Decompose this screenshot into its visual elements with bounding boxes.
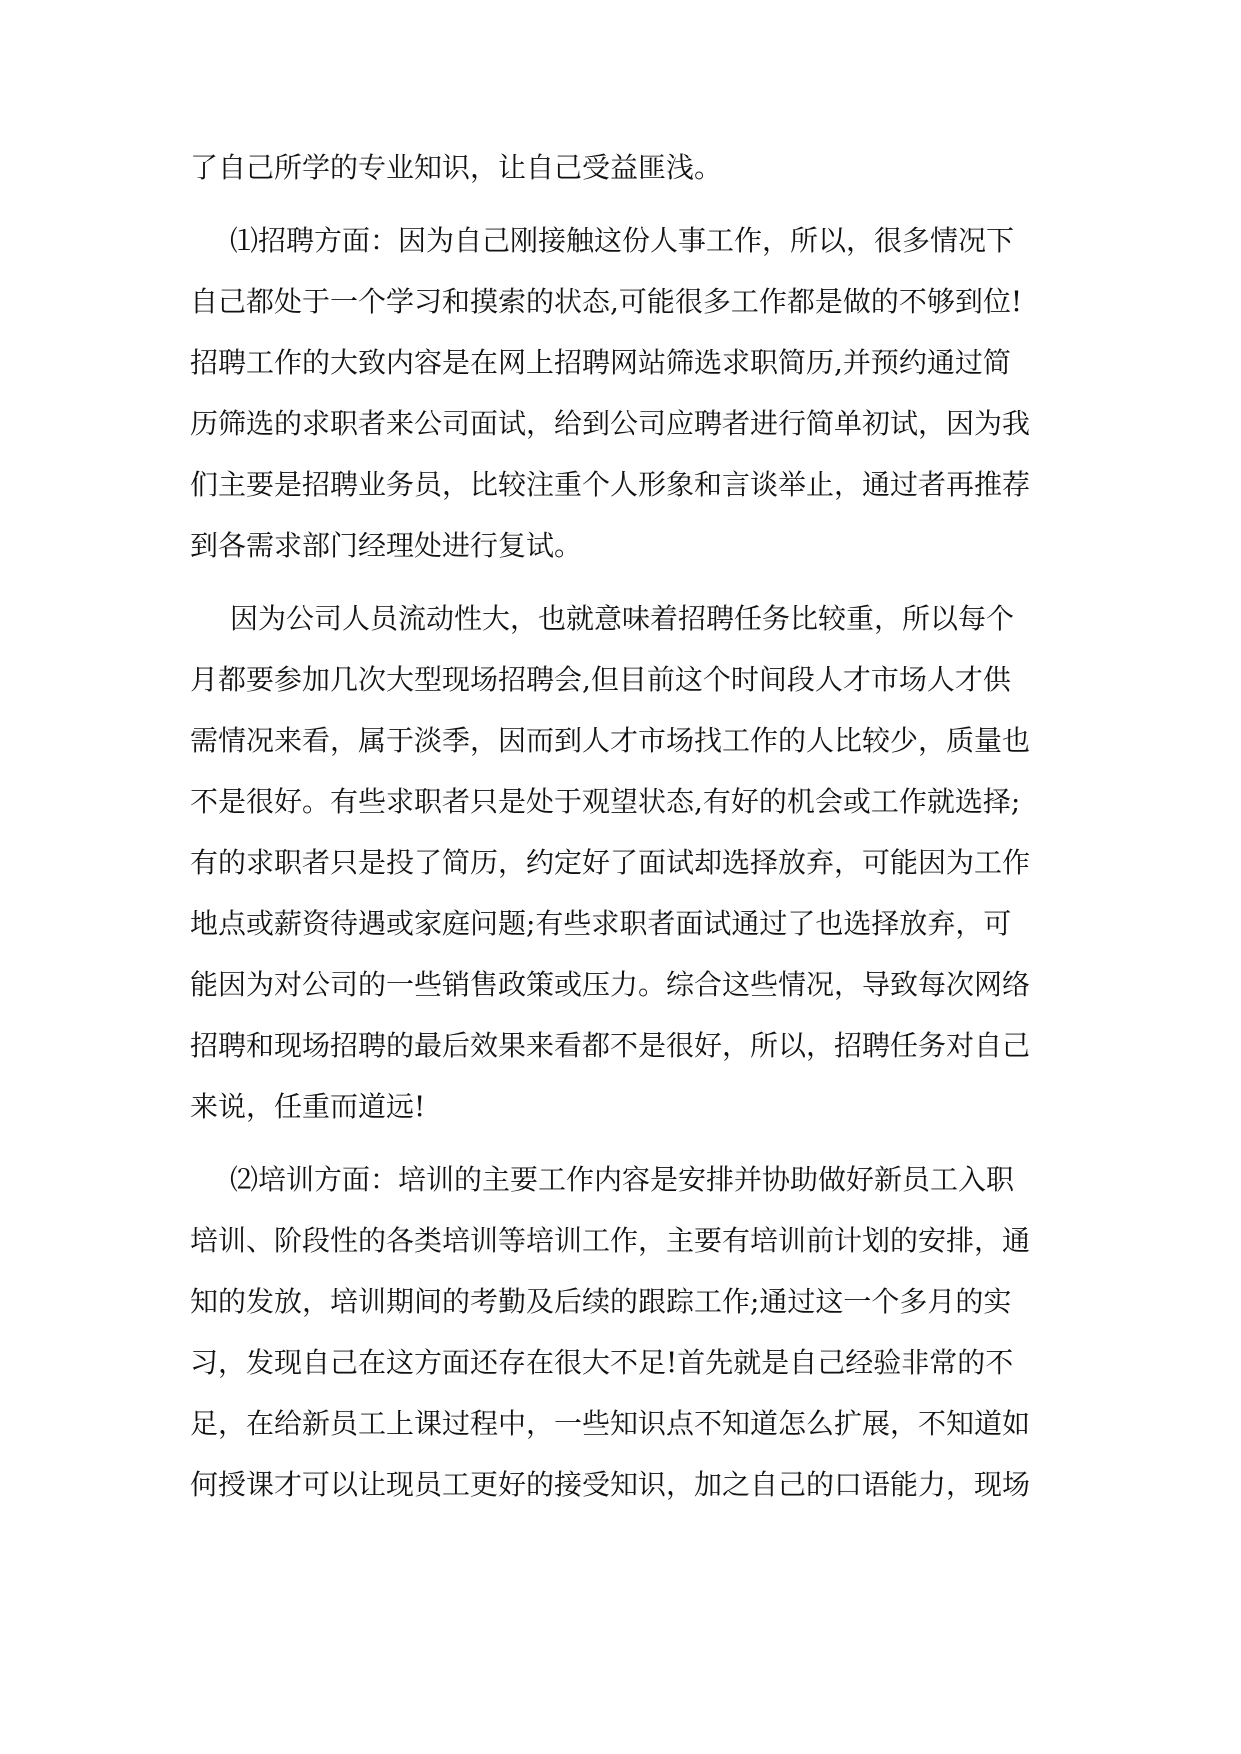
text-line: 培训、阶段性的各类培训等培训工作，主要有培训前计划的安排，通 <box>190 1224 1031 1257</box>
text-line: 月都要参加几次大型现场招聘会,但目前这个时间段人才市场人才供 <box>190 663 1011 696</box>
paragraph-2 <box>190 210 1060 576</box>
paragraph-3 <box>190 588 1060 1137</box>
text-line: 到各需求部门经理处进行复试。 <box>190 529 583 562</box>
text-line: 们主要是招聘业务员，比较注重个人形象和言谈举止，通过者再推荐 <box>190 468 1031 501</box>
text-line: 自己都处于一个学习和摸索的状态,可能很多工作都是做的不够到位! <box>190 285 1023 318</box>
text-line: 不是很好。有些求职者只是处于观望状态,有好的机会或工作就选择; <box>190 785 1021 818</box>
text-line: 习，发现自己在这方面还存在很大不足!首先就是自己经验非常的不 <box>190 1346 1014 1379</box>
paragraph-1 <box>190 137 1060 198</box>
text-line: 了自己所学的专业知识，让自己受益匪浅。 <box>190 151 723 184</box>
text-line: 历筛选的求职者来公司面试，给到公司应聘者进行简单初试，因为我 <box>190 407 1031 440</box>
text-line: 有的求职者只是投了简历，约定好了面试却选择放弃，可能因为工作 <box>190 846 1031 879</box>
body-text <box>190 137 1060 1515</box>
paragraph-4 <box>190 1149 1060 1515</box>
text-line: ⑴招聘方面：因为自己刚接触这份人事工作，所以，很多情况下 <box>230 224 1015 257</box>
text-line: ⑵培训方面：培训的主要工作内容是安排并协助做好新员工入职 <box>230 1163 1015 1196</box>
text-line: 地点或薪资待遇或家庭问题;有些求职者面试通过了也选择放弃，可 <box>190 907 1012 940</box>
text-line: 何授课才可以让现员工更好的接受知识，加之自己的口语能力，现场 <box>190 1468 1031 1501</box>
text-line: 招聘工作的大致内容是在网上招聘网站筛选求职简历,并预约通过简 <box>190 346 1011 379</box>
text-line: 能因为对公司的一些销售政策或压力。综合这些情况，导致每次网络 <box>190 968 1031 1001</box>
text-line: 知的发放，培训期间的考勤及后续的跟踪工作;通过这一个多月的实 <box>190 1285 1012 1318</box>
text-line: 招聘和现场招聘的最后效果来看都不是很好，所以，招聘任务对自己 <box>190 1029 1031 1062</box>
text-line: 需情况来看，属于淡季，因而到人才市场找工作的人比较少，质量也 <box>190 724 1031 757</box>
text-line: 因为公司人员流动性大，也就意味着招聘任务比较重，所以每个 <box>230 602 1015 635</box>
text-line: 来说，任重而道远! <box>190 1090 426 1123</box>
text-line: 足，在给新员工上课过程中，一些知识点不知道怎么扩展，不知道如 <box>190 1407 1031 1440</box>
